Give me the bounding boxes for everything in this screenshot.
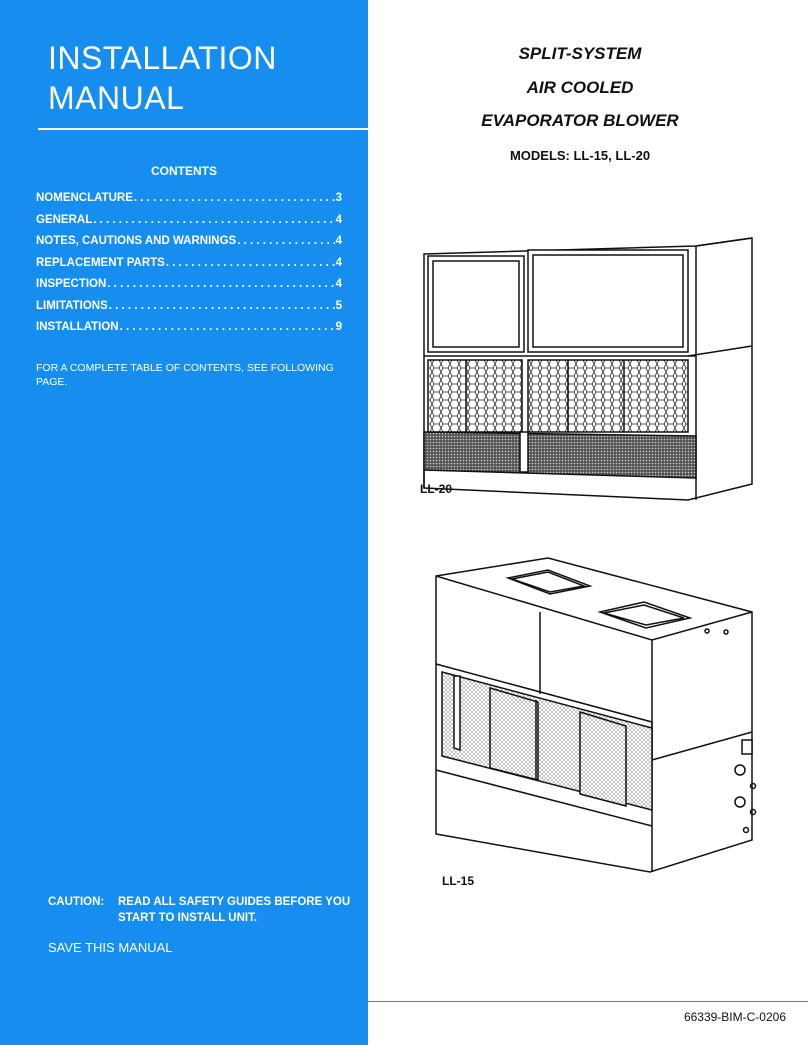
- models-line: MODELS: LL-15, LL-20: [509, 148, 651, 163]
- toc-entry-label: LIMITATIONS: [36, 299, 108, 312]
- manual-title-line-2: MANUAL: [48, 80, 185, 116]
- ll15-figure-label: LL-15: [442, 874, 475, 888]
- complete-toc-note: FOR A COMPLETE TABLE OF CONTENTS, SEE FOLLOWING PAGE.: [36, 362, 334, 388]
- footer-rule: [368, 1001, 808, 1002]
- toc-entry-label: INSTALLATION: [36, 321, 119, 333]
- toc-entry-page: 3: [335, 192, 342, 204]
- toc-entry-label: NOMENCLATURE: [36, 192, 133, 204]
- ll20-figure-label: LL-20: [420, 482, 453, 496]
- product-title-line-2: AIR COOLED: [526, 78, 634, 97]
- toc-entry-label: NOTES, CAUTIONS AND WARNINGS: [36, 235, 237, 247]
- toc-entry-page: 4: [335, 213, 342, 226]
- toc-entry-label: INSPECTION: [36, 278, 107, 290]
- toc-entry-label: GENERAL: [36, 213, 93, 226]
- toc-entry-page: 4: [335, 256, 342, 269]
- document-number: 66339-BIM-C-0206: [683, 1010, 786, 1024]
- toc-entry-page: 4: [335, 278, 342, 290]
- caution-text: READ ALL SAFETY GUIDES BEFORE YOU START TO INSTALL UNIT.: [118, 896, 351, 924]
- toc-entry-label: REPLACEMENT PARTS: [36, 256, 165, 269]
- ll15-unit-drawing: [436, 558, 756, 872]
- toc-entry-page: 4: [335, 235, 342, 247]
- ll20-unit-drawing: [424, 238, 752, 500]
- toc-entry-page: 9: [335, 321, 342, 333]
- product-title-line-3: EVAPORATOR BLOWER: [481, 111, 679, 130]
- caution-label: CAUTION:: [48, 896, 105, 908]
- toc-entry-page: 5: [335, 299, 342, 312]
- save-manual-note: SAVE THIS MANUAL: [48, 940, 173, 955]
- manual-title-line-1: INSTALLATION: [48, 40, 277, 76]
- contents-heading: CONTENTS: [151, 164, 217, 178]
- product-title-line-1: SPLIT-SYSTEM: [518, 44, 642, 63]
